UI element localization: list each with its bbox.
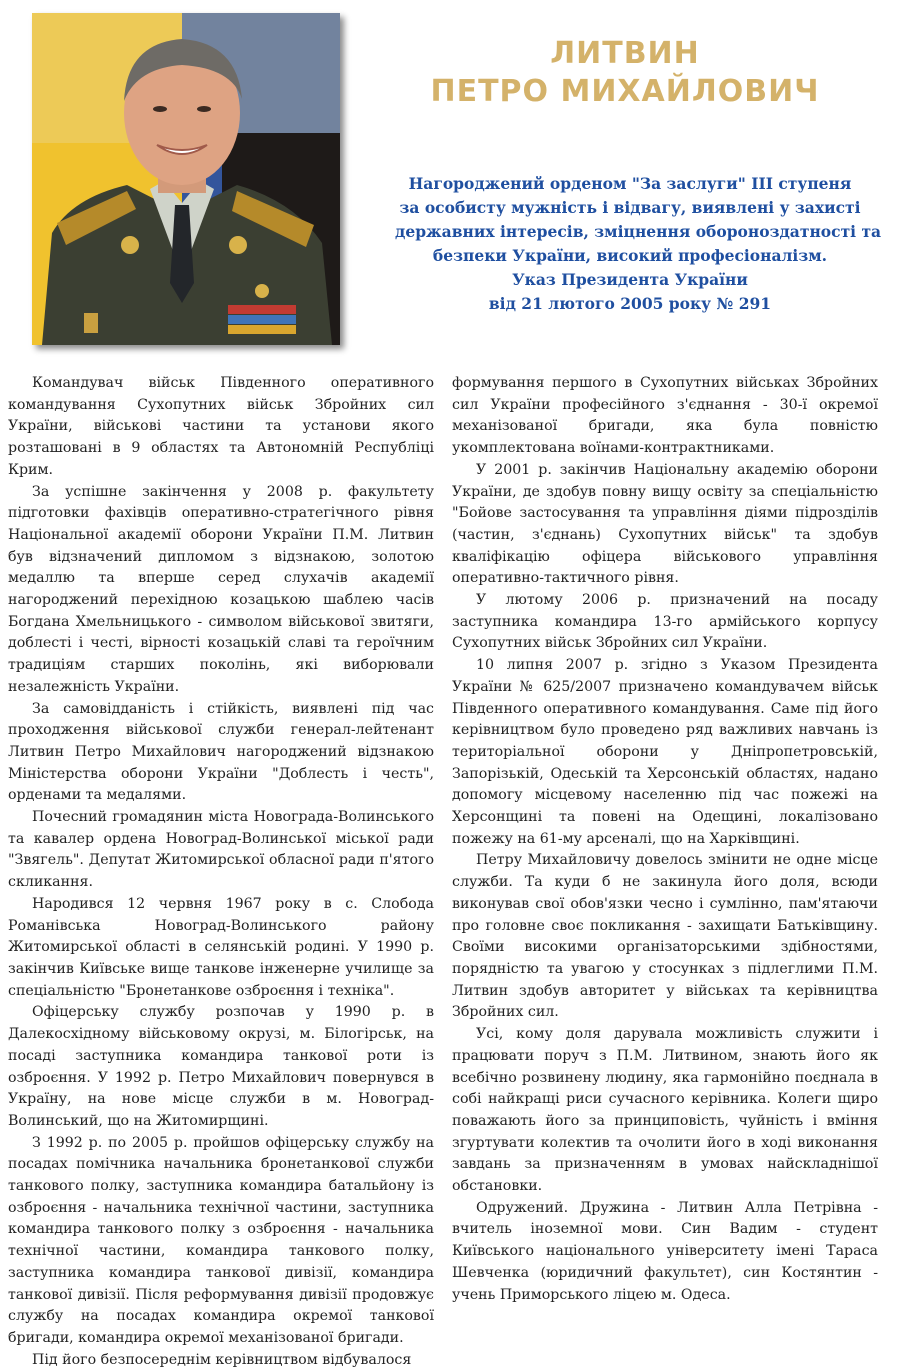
- paragraph: Під його безпосереднім керівництвом відбувалося: [32, 1351, 412, 1368]
- paragraph: У лютому 2006 р. призначений на посаду заступника командира 13-го армійського корпусу Сухопутних військ Збройних сил України.: [452, 592, 878, 652]
- paragraph: За самовідданість і стійкість, виявлені під час проходження військової служби генерал-лейтенант Литвин Петро Михайлович нагороджений відзнакою Міністерства оборони України "Доблесть і честь", орденами та медалями.: [8, 700, 434, 804]
- paragraph: З 1992 р. по 2005 р. пройшов офіцерську службу на посадах помічника начальника бронетанкової служби танкового полку, заступника командира батальйону із озброєння - начальника технічної частини, заступника командира танкового полку з озброєння - начальника технічної частини, командира танкового полку, заступника командира танкової дивізії, командира танкової дивізії. Після реформування дивізії продовжує службу на посадах командира окремої танкової бригади, командира окремої механізованої бригади.: [8, 1134, 434, 1346]
- paragraph: Народився 12 червня 1967 року в с. Слобода Романівська Новоград-Волинського району Житомирської області в селянській родині. У 1990 р. закінчив Київське вище танкове інженерне училище за спеціальністю "Бронетанкове озброєння і техніка".: [8, 895, 434, 999]
- paragraph: 10 липня 2007 р. згідно з Указом Президента України № 625/2007 призначено командувачем військ Південного оперативного командування. Саме під його керівництвом було проведено ряд важливих навчань із територіальної оборони у Дніпропетровській, Запорізькій, Одеській та Херсонській областях, надано допомогу місцевому населенню під час пожежі на Херсонщині та повені на Одещині, локалізовано пожежу на 61-му арсеналі, що на Харківщині.: [452, 657, 878, 847]
- portrait-illustration: [32, 13, 340, 345]
- paragraph: Командувач військ Південного оперативного командування Сухопутних військ Збройних сил України, військові частини та установи якого розташовані в 9 областях та Автономній Республіці Крим.: [8, 375, 434, 478]
- paragraph: Усі, кому доля дарувала можливість служити і працювати поруч з П.М. Литвином, знають його як всебічно розвинену людину, яка гармонійно поєднала в собі найкращі риси сучасного керівника. Колеги щиро поважають його за принциповість, чуйність і вміння згуртувати колектив та очолити його в ході виконання завдань за призначенням в умовах найскладнішої обстановки.: [452, 1026, 878, 1195]
- right-column: [452, 373, 878, 1306]
- left-column: [8, 373, 434, 1371]
- paragraph: У 2001 р. закінчив Національну академію оборони України, де здобув повну вищу освіту за спеціальністю "Бойове застосування та управління діями підрозділів (частин, з'єднань) Сухопутних військ" та здобув кваліфікацію офіцера військового управління оперативно-тактичного рівня.: [452, 461, 878, 587]
- paragraph: За успішне закінчення у 2008 р. факультету підготовки фахівців оперативно-стратегічного рівня Національної академії оборони України П.М. Литвин був відзначений дипломом з відзнакою, золотою медаллю та вперше серед слухачів академії нагороджений перехідною козацькою шаблею часів Богдана Хмельницького - символом військової звитяги, доблесті і честі, вірності козацькій славі та героїчним традиціям старших поколінь, які виборювали незалежність України.: [8, 483, 434, 695]
- first-name-patronymic: ПЕТРО МИХАЙЛОВИЧ: [430, 74, 820, 109]
- award-line: від 21 лютого 2005 року № 291: [488, 294, 772, 313]
- person-name: [380, 35, 870, 111]
- paragraph: Почесний громадянин міста Новограда-Волинського та кавалер ордена Новоград-Волинської міської ради "Звягель". Депутат Житомирської обласної ради п'ятого скликання.: [8, 809, 434, 891]
- paragraph: Петру Михайловичу довелось змінити не одне місце служби. Та куди б не закинула його доля, всюди виконував свої обов'язки чесно і сумлінно, пам'ятаючи про головне своє покликання - захищати Батьківщину. Своїми високими організаторськими здібностями, порядністю та увагою у стосунках з підлеглими П.М. Литвин здобув авторитет у військах та керівництва Збройних сил.: [452, 852, 878, 1021]
- award-citation: [395, 172, 882, 316]
- award-line: безпеки України, високий професіоналізм.: [432, 246, 828, 265]
- paragraph: формування першого в Сухопутних військах Збройних сил України професійного з'єднання - 30-ї окремої механізованої бригади, яка була повністю укомплектована воїнами-контрактниками.: [452, 375, 878, 457]
- paragraph: Одружений. Дружина - Литвин Алла Петрівна - вчитель іноземної мови. Син Вадим - студент Київського національного університету імені Тараса Шевченка (юридичний факультет), син Костянтин - учень Приморського ліцею м. Одеса.: [452, 1199, 878, 1303]
- award-line: державних інтересів, зміцнення обороноздатності та: [395, 222, 882, 241]
- surname: ЛИТВИН: [550, 36, 700, 71]
- award-line: за особисту мужність і відвагу, виявлені у захисті: [399, 198, 861, 217]
- award-line: Указ Президента України: [512, 270, 748, 289]
- paragraph: Офіцерську службу розпочав у 1990 р. в Далекосхідному військовому окрузі, м. Білогірськ, на посаді заступника командира танкової роти із озброєння. У 1992 р. Петро Михайлович повернувся в Україну, на нове місце служби в м. Новоград-Волинський, що на Житомирщині.: [8, 1004, 434, 1129]
- award-line: Нагороджений орденом "За заслуги" III ступеня: [408, 174, 852, 193]
- portrait-photo: [32, 13, 340, 345]
